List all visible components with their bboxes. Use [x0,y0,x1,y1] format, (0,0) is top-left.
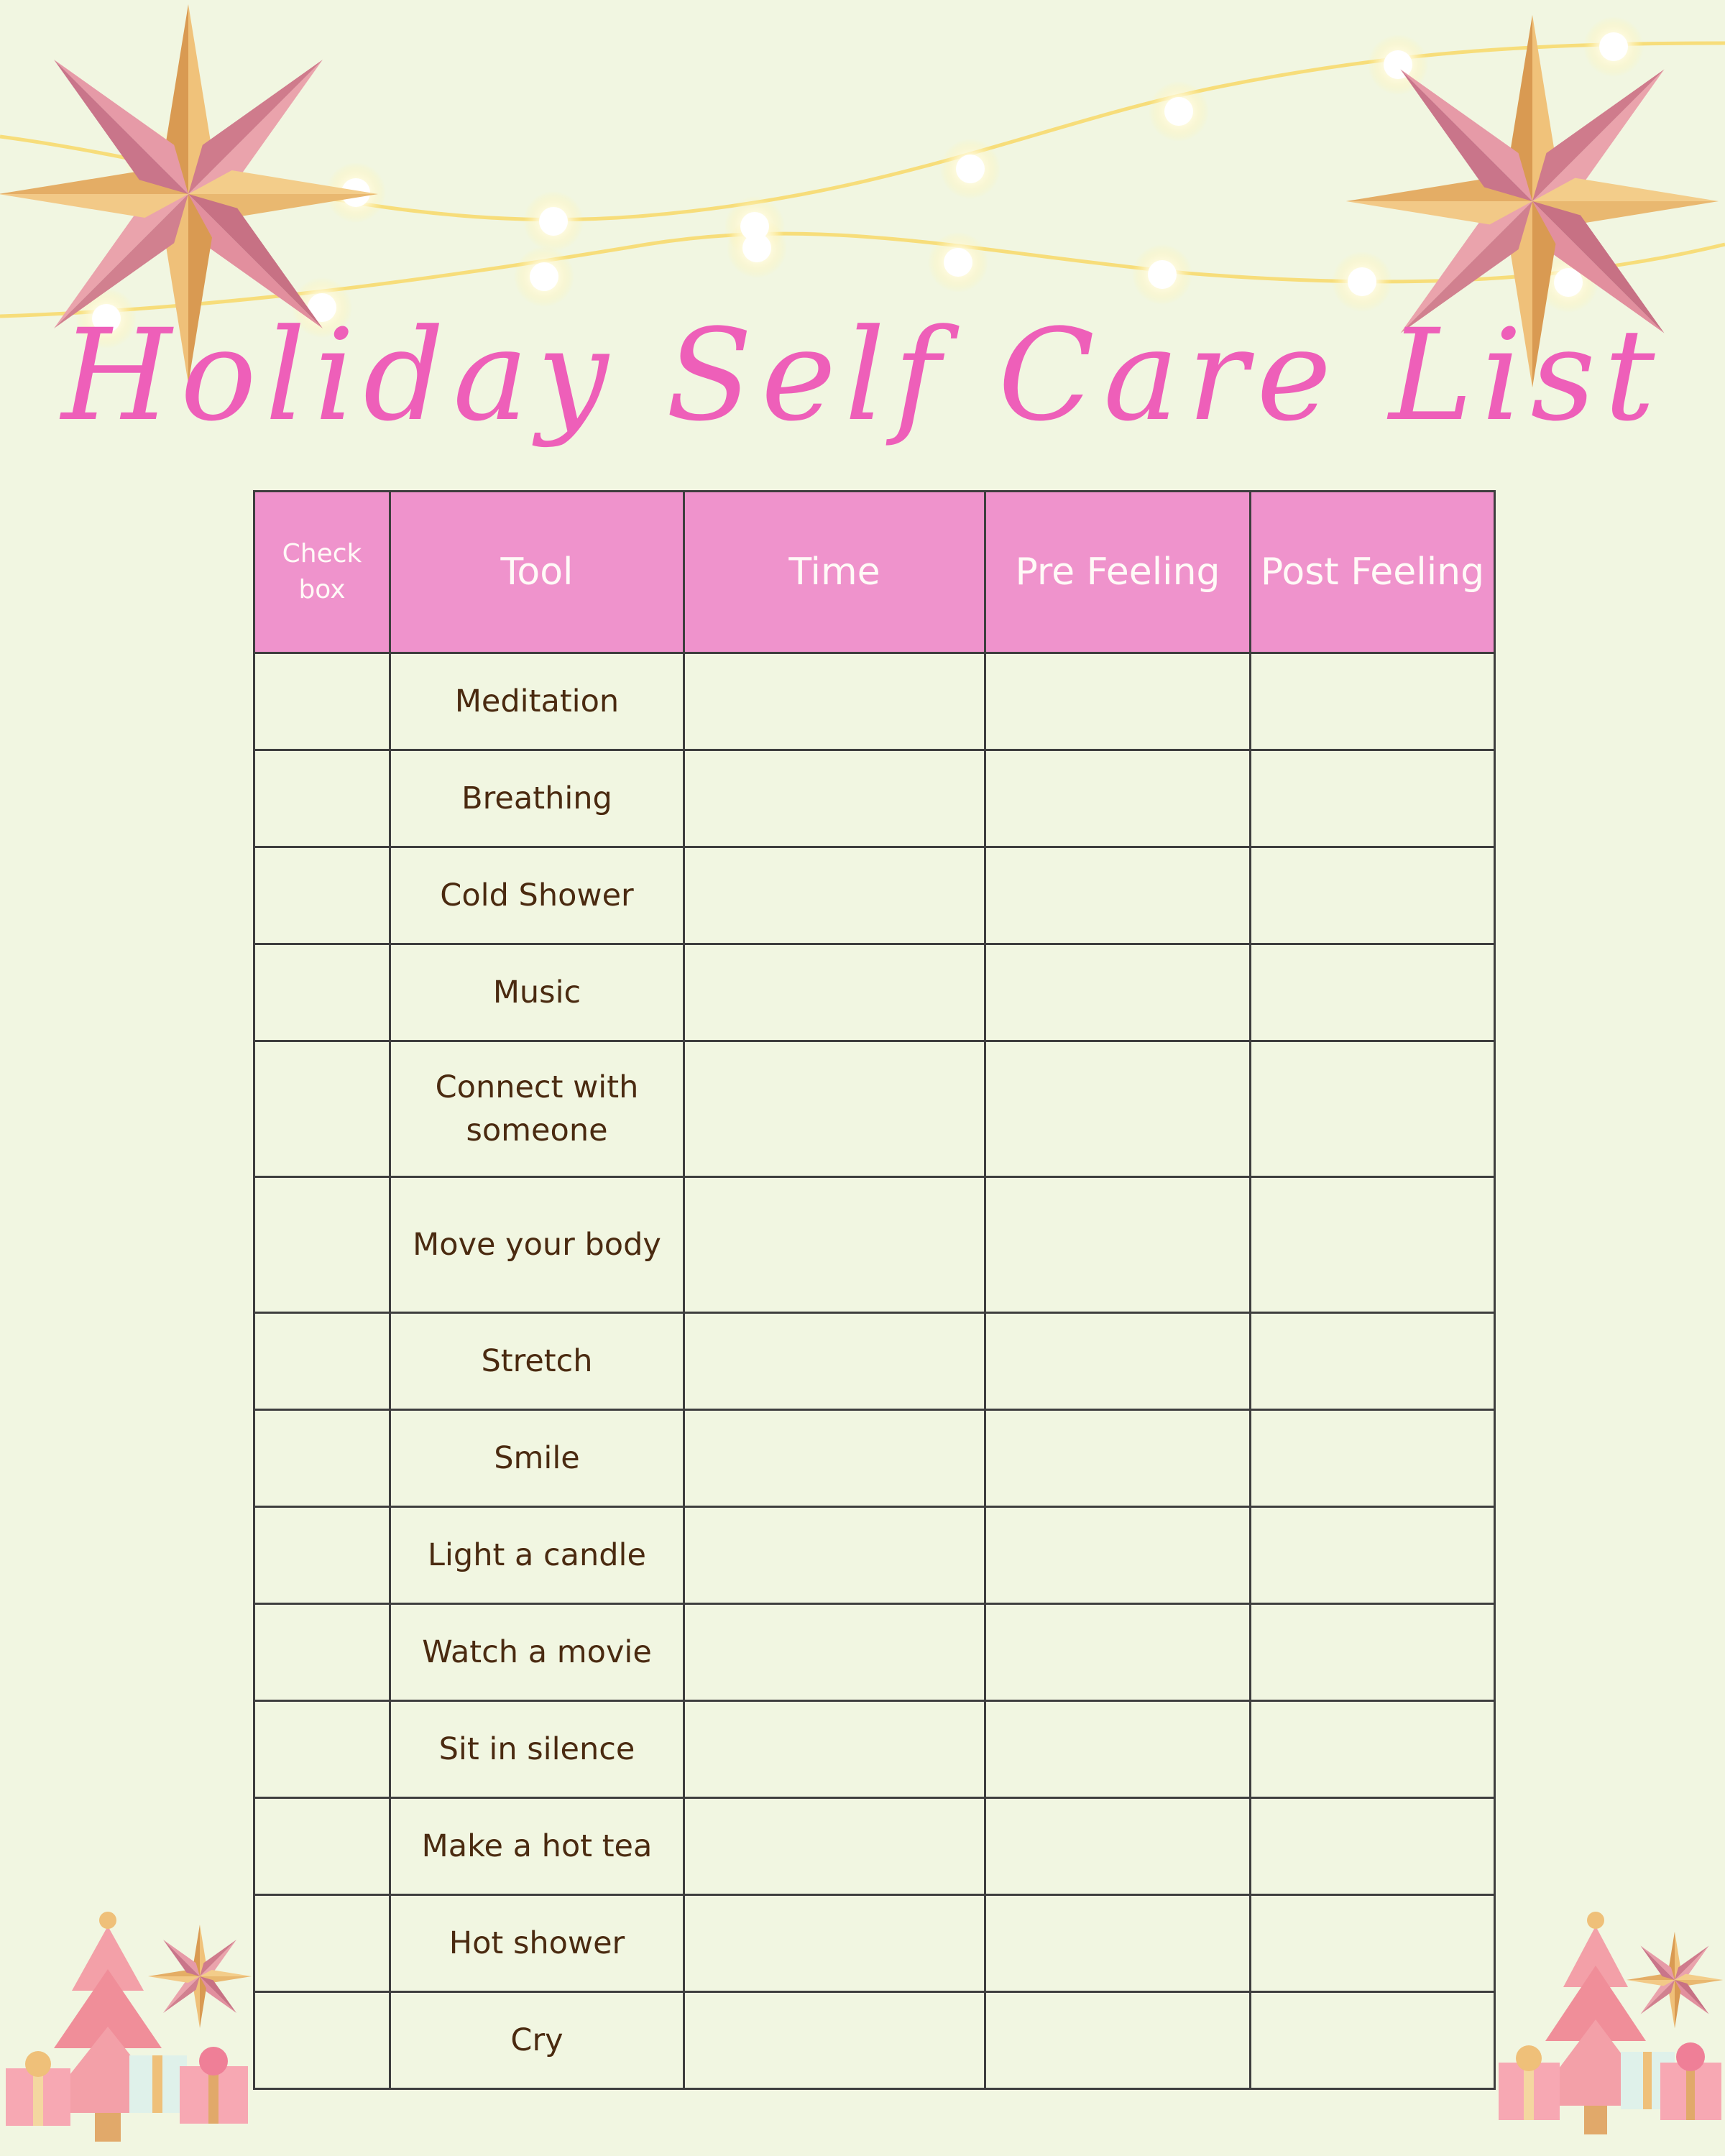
check-box-cell[interactable] [254,944,390,1041]
check-box-cell[interactable] [254,1895,390,1992]
time-cell[interactable] [684,1701,985,1798]
tool-cell: Move your body [390,1177,684,1313]
check-box-cell[interactable] [254,1410,390,1507]
time-cell[interactable] [684,653,985,750]
column-header-check-box: Check box [254,492,390,653]
check-box-cell[interactable] [254,1313,390,1410]
table-row [254,1992,1495,2089]
post-feeling-cell[interactable] [1251,1507,1495,1604]
table-row [254,1604,1495,1701]
pre-feeling-cell[interactable] [985,1410,1251,1507]
page-title: Holiday Self Care List [61,302,1664,449]
post-feeling-cell[interactable] [1251,1798,1495,1895]
table-row [254,1701,1495,1798]
column-header-time: Time [684,492,985,653]
tool-cell: Smile [390,1410,684,1507]
post-feeling-cell[interactable] [1251,653,1495,750]
check-box-cell[interactable] [254,653,390,750]
star-ornament-icon [1627,1932,1723,2028]
post-feeling-cell[interactable] [1251,1313,1495,1410]
tool-cell: Sit in silence [390,1701,684,1798]
time-cell[interactable] [684,1177,985,1313]
time-cell[interactable] [684,847,985,944]
time-cell[interactable] [684,1604,985,1701]
table-row [254,1895,1495,1992]
table-header-row [254,492,1495,653]
table-row [254,944,1495,1041]
check-box-cell[interactable] [254,1701,390,1798]
pre-feeling-cell[interactable] [985,653,1251,750]
pre-feeling-cell[interactable] [985,750,1251,847]
post-feeling-cell[interactable] [1251,1604,1495,1701]
post-feeling-cell[interactable] [1251,1177,1495,1313]
post-feeling-cell[interactable] [1251,1041,1495,1177]
star-ornament-icon [148,1925,252,2028]
tool-cell: Light a candle [390,1507,684,1604]
time-cell[interactable] [684,1410,985,1507]
pre-feeling-cell[interactable] [985,944,1251,1041]
check-box-cell[interactable] [254,847,390,944]
check-box-cell[interactable] [254,1041,390,1177]
tool-cell: Stretch [390,1313,684,1410]
time-cell[interactable] [684,750,985,847]
table-row [254,1177,1495,1313]
tool-cell: Cry [390,1992,684,2089]
column-header-post-feeling: Post Feeling [1251,492,1495,653]
table-row [254,847,1495,944]
post-feeling-cell[interactable] [1251,750,1495,847]
post-feeling-cell[interactable] [1251,1992,1495,2089]
pre-feeling-cell[interactable] [985,1604,1251,1701]
post-feeling-cell[interactable] [1251,944,1495,1041]
pre-feeling-cell[interactable] [985,1313,1251,1410]
time-cell[interactable] [684,1992,985,2089]
tool-cell: Connect with someone [390,1041,684,1177]
time-cell[interactable] [684,944,985,1041]
pre-feeling-cell[interactable] [985,1798,1251,1895]
tool-cell: Watch a movie [390,1604,684,1701]
post-feeling-cell[interactable] [1251,1410,1495,1507]
tool-cell: Make a hot tea [390,1798,684,1895]
time-cell[interactable] [684,1798,985,1895]
tool-cell: Hot shower [390,1895,684,1992]
pre-feeling-cell[interactable] [985,1701,1251,1798]
check-box-cell[interactable] [254,1507,390,1604]
table-row [254,750,1495,847]
table-row [254,1410,1495,1507]
tool-cell: Cold Shower [390,847,684,944]
time-cell[interactable] [684,1041,985,1177]
check-box-cell[interactable] [254,750,390,847]
pre-feeling-cell[interactable] [985,1177,1251,1313]
check-box-cell[interactable] [254,1604,390,1701]
column-header-pre-feeling: Pre Feeling [985,492,1251,653]
post-feeling-cell[interactable] [1251,1701,1495,1798]
pre-feeling-cell[interactable] [985,1895,1251,1992]
table-row [254,1798,1495,1895]
pre-feeling-cell[interactable] [985,847,1251,944]
check-box-cell[interactable] [254,1177,390,1313]
time-cell[interactable] [684,1895,985,1992]
post-feeling-cell[interactable] [1251,847,1495,944]
time-cell[interactable] [684,1507,985,1604]
tool-cell: Music [390,944,684,1041]
tool-cell: Meditation [390,653,684,750]
table-row [254,1507,1495,1604]
pre-feeling-cell[interactable] [985,1992,1251,2089]
post-feeling-cell[interactable] [1251,1895,1495,1992]
check-box-cell[interactable] [254,1798,390,1895]
self-care-table [253,490,1496,2090]
pre-feeling-cell[interactable] [985,1507,1251,1604]
tool-cell: Breathing [390,750,684,847]
time-cell[interactable] [684,1313,985,1410]
check-box-cell[interactable] [254,1992,390,2089]
table-row [254,1313,1495,1410]
column-header-tool: Tool [390,492,684,653]
table-row [254,653,1495,750]
table-row [254,1041,1495,1177]
pre-feeling-cell[interactable] [985,1041,1251,1177]
